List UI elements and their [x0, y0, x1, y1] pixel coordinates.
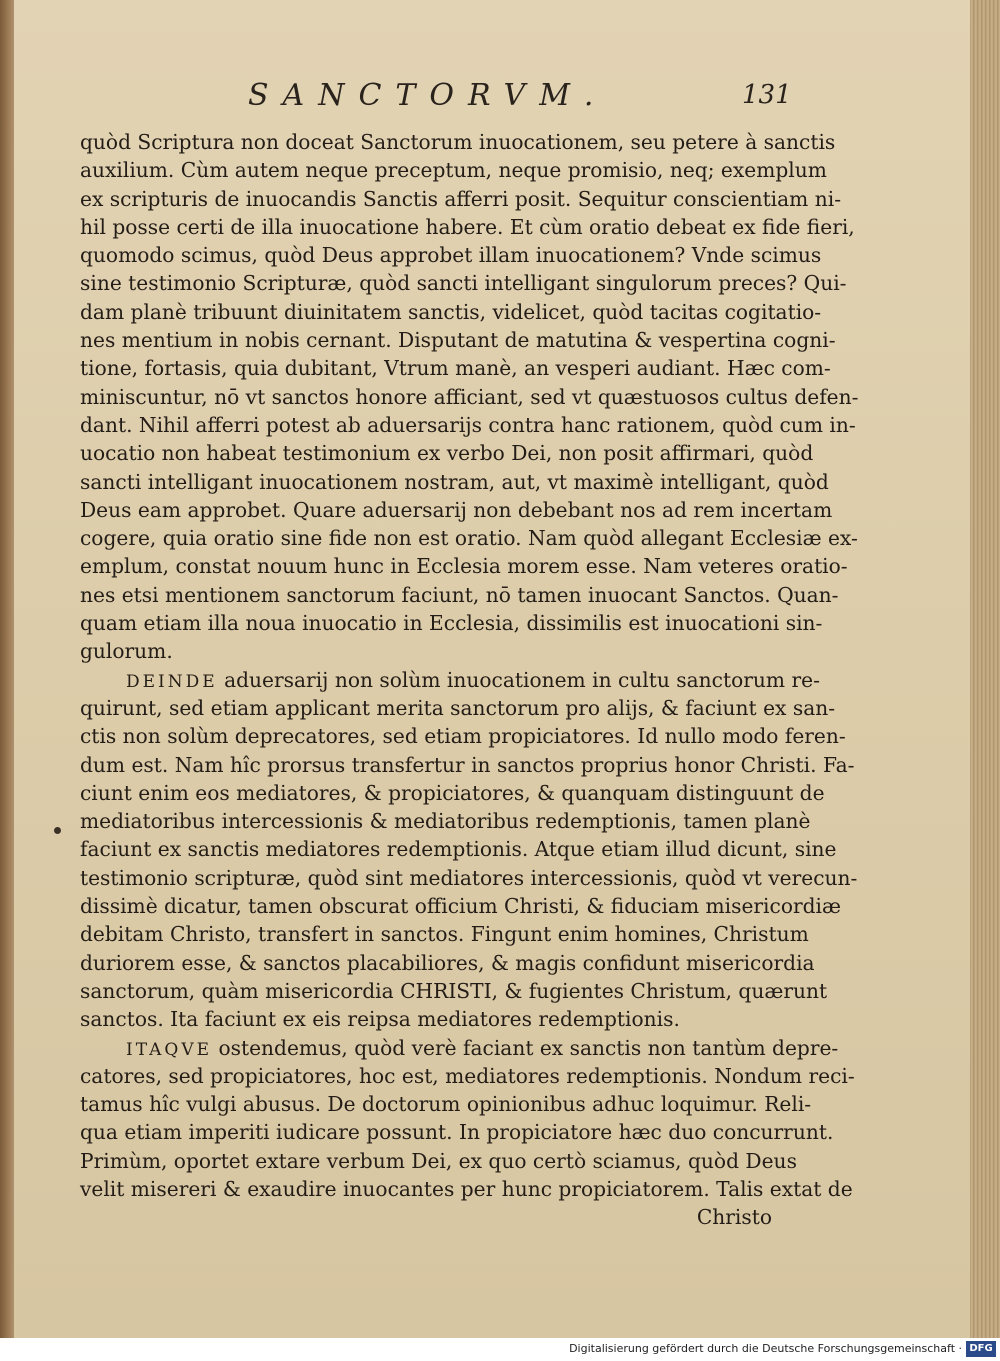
text-line	[80, 835, 837, 863]
line-text: nes mentium in nobis cernant. Disputant de matutina & vespertina cogni-	[80, 328, 836, 353]
line-text: dant. Nihil afferri potest ab aduersarijs contra hanc rationem, quòd cum in-	[80, 412, 856, 437]
line-text: tamus hîc vulgi abusus. De doctorum opinionibus adhuc loquimur. Reli-	[80, 1092, 812, 1117]
line-text: qua etiam imperiti iudicare possunt. In propiciatore hæc duo concurrunt.	[80, 1120, 834, 1145]
line-text: nes etsi mentionem sanctorum faciunt, nō tamen inuocant Sanctos. Quan-	[80, 582, 839, 607]
text-line	[80, 1175, 853, 1203]
text-line	[80, 1118, 834, 1146]
text-line	[80, 1203, 772, 1231]
text-line	[80, 920, 809, 948]
text-line	[80, 722, 846, 750]
paragraph-lead-word: ITAQVE	[126, 1039, 213, 1060]
paragraph-lead-word: DEINDE	[126, 671, 218, 692]
text-line	[80, 609, 823, 637]
line-text: gulorum.	[80, 639, 173, 664]
text-line	[80, 1034, 839, 1062]
line-text: quirunt, sed etiam applicant merita sanctorum pro alijs, & faciunt ex san-	[80, 695, 836, 720]
text-line	[80, 213, 855, 241]
text-line	[80, 666, 820, 694]
text-line	[80, 128, 836, 156]
text-line	[80, 524, 858, 552]
text-block	[80, 128, 859, 1232]
text-line	[80, 779, 825, 807]
line-text: sine testimonio Scripturæ, quòd sancti intelligant singulorum preces? Qui-	[80, 271, 847, 296]
text-line	[80, 241, 822, 269]
line-text: dum est. Nam hîc prorsus transfertur in sanctos proprius honor Christi. Fa-	[80, 752, 855, 777]
line-text: dam planè tribuunt diuinitatem sanctis, videlicet, quòd tacitas cogitatio-	[80, 299, 822, 324]
running-title: SANCTORVM.	[248, 78, 608, 113]
line-text: sanctos. Ita faciunt ex eis reipsa mediatores redemptionis.	[80, 1007, 680, 1032]
line-text: hil posse certi de illa inuocatione habere. Et cùm oratio debeat ex fide fieri,	[80, 214, 855, 239]
text-line	[80, 496, 833, 524]
line-text: aduersarij non solùm inuocationem in cultu sanctorum re-	[217, 667, 820, 692]
line-text: testimonio scripturæ, quòd sint mediatores intercessionis, quòd vt verecun-	[80, 865, 858, 890]
line-text: ctis non solùm deprecatores, sed etiam propiciatores. Id nullo modo feren-	[80, 724, 846, 749]
line-text: Christo	[696, 1205, 772, 1230]
text-line	[80, 581, 839, 609]
line-text: sancti intelligant inuocationem nostram, aut, vt maximè intelligant, quòd	[80, 469, 829, 494]
text-line	[80, 807, 811, 835]
page-edge	[970, 0, 1000, 1338]
text-line	[80, 411, 856, 439]
dfg-logo: DFG	[966, 1341, 996, 1357]
line-text: debitam Christo, transfert in sanctos. Fingunt enim homines, Christum	[80, 922, 809, 947]
line-text: auxilium. Cùm autem neque preceptum, neque promisio, neq; exemplum	[80, 158, 827, 183]
page-header	[0, 78, 1000, 126]
text-line	[80, 864, 858, 892]
text-line	[80, 1090, 812, 1118]
line-text: dissimè dicatur, tamen obscurat officium Christi, & fiduciam misericordiæ	[80, 894, 841, 919]
text-line	[80, 1147, 797, 1175]
line-text: sanctorum, quàm misericordia CHRISTI, & fugientes Christum, quærunt	[80, 978, 828, 1003]
text-line	[80, 439, 814, 467]
line-text: quòd Scriptura non doceat Sanctorum inuocationem, seu petere à sanctis	[80, 130, 836, 154]
line-text: quam etiam illa noua inuocatio in Ecclesia, dissimilis est inuocationi sin-	[80, 611, 823, 636]
line-text: mediatoribus intercessionis & mediatoribus redemptionis, tamen planè	[80, 809, 811, 834]
line-text: duriorem esse, & sanctos placabiliores, & magis confidunt misericordia	[80, 950, 815, 975]
text-line	[80, 552, 848, 580]
line-text: Primùm, oportet extare verbum Dei, ex quo certò sciamus, quòd Deus	[80, 1148, 797, 1173]
folio-number: 131	[742, 80, 792, 110]
line-text: emplum, constat nouum hunc in Ecclesia morem esse. Nam veteres oratio-	[80, 554, 848, 579]
text-line	[80, 751, 855, 779]
line-text: quomodo scimus, quòd Deus approbet illam inuocationem? Vnde scimus	[80, 243, 822, 268]
line-text: miniscuntur, nō vt sanctos honore afficiant, sed vt quæstuosos cultus defen-	[80, 384, 859, 409]
text-line	[80, 1062, 855, 1090]
text-line	[80, 269, 847, 297]
footer-bar	[0, 1338, 1000, 1361]
margin-mark	[54, 827, 61, 834]
line-text: Deus eam approbet. Quare aduersarij non debebant nos ad rem incertam	[80, 497, 833, 522]
text-line	[80, 892, 841, 920]
text-line	[80, 468, 829, 496]
funding-credit: Digitalisierung gefördert durch die Deutsche Forschungsgemeinschaft ·	[569, 1342, 962, 1355]
line-text: cogere, quia oratio sine fide non est oratio. Nam quòd allegant Ecclesiæ ex-	[80, 526, 858, 551]
text-line	[80, 1005, 772, 1033]
line-text: uocatio non habeat testimonium ex verbo Dei, non posit affirmari, quòd	[80, 441, 814, 466]
line-text: catores, sed propiciatores, hoc est, mediatores redemptionis. Nondum reci-	[80, 1063, 855, 1088]
text-line	[80, 949, 815, 977]
line-text: velit misereri & exaudire inuocantes per hunc propiciatorem. Talis extat de	[80, 1176, 853, 1201]
text-line	[80, 326, 836, 354]
text-line	[80, 185, 842, 213]
text-line	[80, 298, 822, 326]
text-line	[80, 977, 828, 1005]
line-text: faciunt ex sanctis mediatores redemptionis. Atque etiam illud dicunt, sine	[80, 837, 837, 862]
line-text: ostendemus, quòd verè faciant ex sanctis non tantùm depre-	[212, 1035, 839, 1060]
text-line	[80, 694, 836, 722]
text-line	[80, 354, 831, 382]
text-line	[80, 637, 772, 665]
line-text: ex scripturis de inuocandis Sanctis afferri posit. Sequitur conscientiam ni-	[80, 186, 842, 211]
line-text: ciunt enim eos mediatores, & propiciatores, & quanquam distinguunt de	[80, 780, 825, 805]
text-line	[80, 383, 859, 411]
line-text: tione, fortasis, quia dubitant, Vtrum manè, an vesperi audiant. Hæc com-	[80, 356, 831, 381]
text-line	[80, 156, 827, 184]
